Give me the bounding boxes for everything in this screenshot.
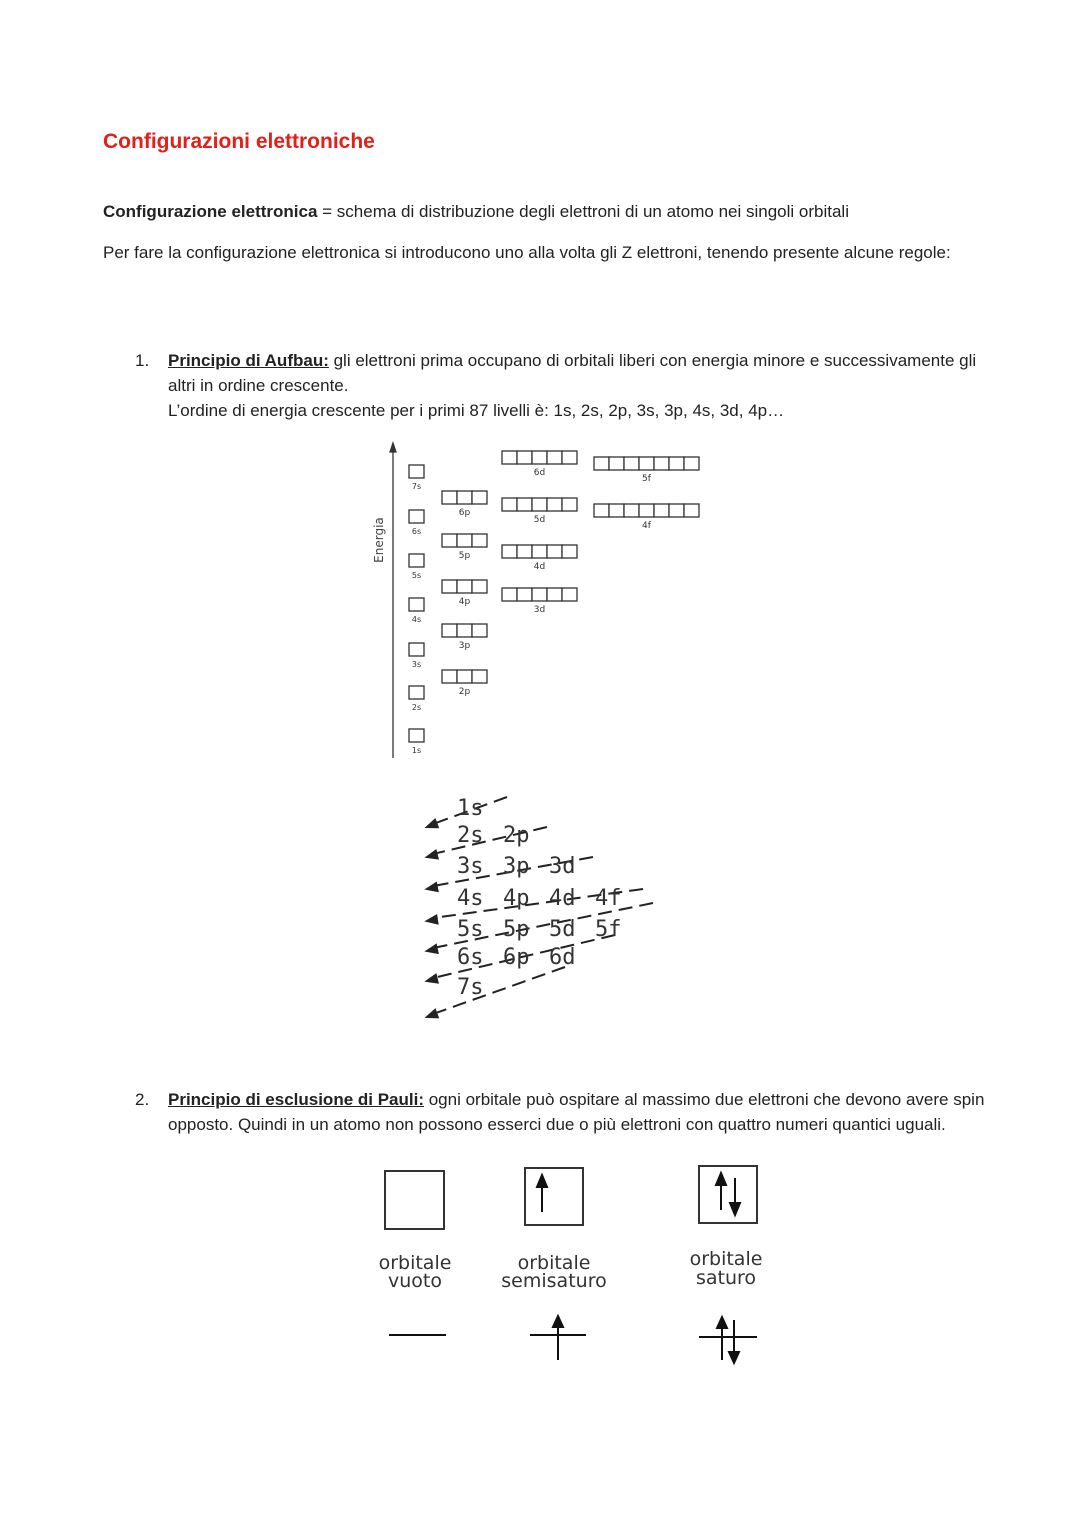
level-1s-label: 1s xyxy=(411,746,422,755)
level-4s-label: 4s xyxy=(411,615,422,624)
level-3p-orbital-box xyxy=(457,624,472,637)
level-5f-orbital-box xyxy=(624,457,639,470)
level-5s-orbital-box xyxy=(409,554,424,567)
rule-heading: Principio di Aufbau: xyxy=(168,351,329,370)
diag-orbital-2p: 2p xyxy=(503,823,530,848)
spin-up-arrowhead-icon xyxy=(553,1316,563,1327)
level-5f-orbital-box xyxy=(684,457,699,470)
orbital-full-box xyxy=(699,1166,757,1223)
level-6p-orbital-box xyxy=(472,491,487,504)
diag-orbital-7s: 7s xyxy=(457,975,484,1000)
level-3s-orbital-box xyxy=(409,643,424,656)
level-2p-orbital-box xyxy=(457,670,472,683)
energy-level-diagram xyxy=(360,440,720,770)
level-4f-orbital-box xyxy=(684,504,699,517)
level-4f-orbital-box xyxy=(669,504,684,517)
rule-number: 2. xyxy=(135,1090,150,1109)
level-3p-orbital-box xyxy=(472,624,487,637)
rule-text: gli elettroni prima occupano di orbitali liberi con energia minore e successivamente gli altri in ordine crescente. xyxy=(168,351,977,395)
level-3d-orbital-box xyxy=(517,588,532,601)
pauli-orbitals-diagram xyxy=(360,1160,790,1375)
caption-empty-line1: orbitale xyxy=(378,1252,452,1274)
caption-full-line2: saturo xyxy=(695,1267,757,1289)
level-4p-orbital-box xyxy=(472,580,487,593)
spin-up-arrowhead-icon xyxy=(717,1317,727,1328)
level-4d-orbital-box xyxy=(532,545,547,558)
level-4d-label: 4d xyxy=(533,562,546,572)
caption-half-line1: orbitale xyxy=(517,1252,591,1274)
level-1s-orbital-box xyxy=(409,729,424,742)
level-6p-label: 6p xyxy=(458,508,471,518)
level-3d-orbital-box xyxy=(502,588,517,601)
level-4f-orbital-box xyxy=(654,504,669,517)
level-5d-orbital-box xyxy=(562,498,577,511)
level-5p-orbital-box xyxy=(472,534,487,547)
level-6d-orbital-box xyxy=(562,451,577,464)
caption-empty-line2: vuoto xyxy=(388,1270,442,1292)
intro-paragraph: Per fare la configurazione elettronica si introducono uno alla volta gli Z elettroni, tenendo presente alcune regole: xyxy=(103,243,951,262)
caption-full-line1: orbitale xyxy=(689,1248,763,1270)
rule-number: 1. xyxy=(135,351,150,370)
diag-orbital-4p: 4p xyxy=(503,886,530,911)
level-5f-orbital-box xyxy=(654,457,669,470)
diag-orbital-4d: 4d xyxy=(549,886,576,911)
diag-orbital-5p: 5p xyxy=(503,917,530,942)
diag-arrow-head-icon xyxy=(427,975,438,983)
level-4d-orbital-box xyxy=(562,545,577,558)
level-5p-label: 5p xyxy=(458,551,471,561)
level-5s-label: 5s xyxy=(411,571,422,580)
energy-axis-arrow-icon xyxy=(390,443,396,452)
level-5d-orbital-box xyxy=(517,498,532,511)
level-6p-orbital-box xyxy=(442,491,457,504)
level-7s-label: 7s xyxy=(411,482,422,491)
diag-orbital-1s: 1s xyxy=(457,796,484,821)
diag-orbital-6s: 6s xyxy=(457,945,484,970)
level-4p-orbital-box xyxy=(457,580,472,593)
level-5p-orbital-box xyxy=(457,534,472,547)
level-5f-orbital-box xyxy=(594,457,609,470)
level-5f-label: 5f xyxy=(642,474,651,484)
level-4f-label: 4f xyxy=(642,521,651,531)
diag-arrow-head-icon xyxy=(427,851,438,859)
level-5f-orbital-box xyxy=(669,457,684,470)
level-6p-orbital-box xyxy=(457,491,472,504)
level-3s-label: 3s xyxy=(411,660,422,669)
diag-orbital-3s: 3s xyxy=(457,854,484,879)
level-3d-orbital-box xyxy=(547,588,562,601)
diag-orbital-6d: 6d xyxy=(549,945,576,970)
spin-down-arrowhead-icon xyxy=(730,1203,740,1215)
spin-up-arrowhead-icon xyxy=(716,1173,726,1185)
level-2s-orbital-box xyxy=(409,686,424,699)
level-6d-orbital-box xyxy=(547,451,562,464)
page-title: Configurazioni elettroniche xyxy=(103,130,375,153)
level-4f-orbital-box xyxy=(624,504,639,517)
level-5d-orbital-box xyxy=(502,498,517,511)
level-6d-orbital-box xyxy=(517,451,532,464)
diag-orbital-5s: 5s xyxy=(457,917,484,942)
diag-arrow-head-icon xyxy=(427,945,438,953)
orbital-empty-box xyxy=(385,1171,444,1229)
aufbau-diagonal-diagram xyxy=(415,785,675,1030)
level-5d-orbital-box xyxy=(547,498,562,511)
diag-orbital-5d: 5d xyxy=(549,917,576,942)
rule-extra: L’ordine di energia crescente per i primi 87 livelli è: 1s, 2s, 2p, 3s, 3p, 4s, 3d, 4p… xyxy=(168,401,785,420)
level-2s-label: 2s xyxy=(411,703,422,712)
diag-orbital-4f: 4f xyxy=(595,886,622,911)
diag-arrow-line xyxy=(433,827,547,854)
level-4s-orbital-box xyxy=(409,598,424,611)
spin-down-arrowhead-icon xyxy=(729,1352,739,1363)
level-5f-orbital-box xyxy=(609,457,624,470)
diag-arrow-head-icon xyxy=(427,1010,438,1018)
level-3p-label: 3p xyxy=(458,641,471,651)
definition xyxy=(103,199,849,224)
definition-text: = schema di distribuzione degli elettroni di un atomo nei singoli orbitali xyxy=(317,202,849,221)
level-6d-orbital-box xyxy=(502,451,517,464)
spin-up-arrowhead-icon xyxy=(537,1175,547,1187)
level-4f-orbital-box xyxy=(639,504,654,517)
level-4p-label: 4p xyxy=(458,597,471,607)
rule-text: ogni orbitale può ospitare al massimo due elettroni che devono avere spin opposto. Quindi in un atomo non possono esserci due o più elettroni con quattro numeri quantici uguali. xyxy=(168,1090,985,1134)
level-6d-orbital-box xyxy=(532,451,547,464)
diag-arrow-head-icon xyxy=(427,916,437,924)
level-2p-orbital-box xyxy=(442,670,457,683)
diag-orbital-6p: 6p xyxy=(503,945,530,970)
level-5f-orbital-box xyxy=(639,457,654,470)
level-6s-label: 6s xyxy=(411,527,422,536)
level-6d-label: 6d xyxy=(533,468,546,478)
definition-term: Configurazione elettronica xyxy=(103,202,318,221)
level-4f-orbital-box xyxy=(609,504,624,517)
level-4f-orbital-box xyxy=(594,504,609,517)
orbital-half-box xyxy=(525,1168,583,1225)
level-4d-orbital-box xyxy=(547,545,562,558)
diag-orbital-5f: 5f xyxy=(595,917,622,942)
level-3d-label: 3d xyxy=(533,605,546,615)
level-5d-label: 5d xyxy=(533,515,546,525)
level-7s-orbital-box xyxy=(409,465,424,478)
level-4d-orbital-box xyxy=(502,545,517,558)
diag-orbital-2s: 2s xyxy=(457,823,484,848)
diag-orbital-3p: 3p xyxy=(503,854,530,879)
caption-half-line2: semisaturo xyxy=(501,1270,607,1292)
diag-arrow-line xyxy=(433,967,565,1014)
level-3p-orbital-box xyxy=(442,624,457,637)
level-6s-orbital-box xyxy=(409,510,424,523)
level-2p-label: 2p xyxy=(458,687,471,697)
level-4d-orbital-box xyxy=(517,545,532,558)
level-4p-orbital-box xyxy=(442,580,457,593)
diag-arrow-head-icon xyxy=(427,820,438,827)
diag-orbital-4s: 4s xyxy=(457,886,484,911)
diag-arrow-head-icon xyxy=(427,883,438,891)
level-5d-orbital-box xyxy=(532,498,547,511)
level-3d-orbital-box xyxy=(532,588,547,601)
diag-orbital-3d: 3d xyxy=(549,854,576,879)
level-5p-orbital-box xyxy=(442,534,457,547)
energy-axis-label: Energia xyxy=(372,517,386,563)
level-2p-orbital-box xyxy=(472,670,487,683)
level-3d-orbital-box xyxy=(562,588,577,601)
rule-heading: Principio di esclusione di Pauli: xyxy=(168,1090,424,1109)
